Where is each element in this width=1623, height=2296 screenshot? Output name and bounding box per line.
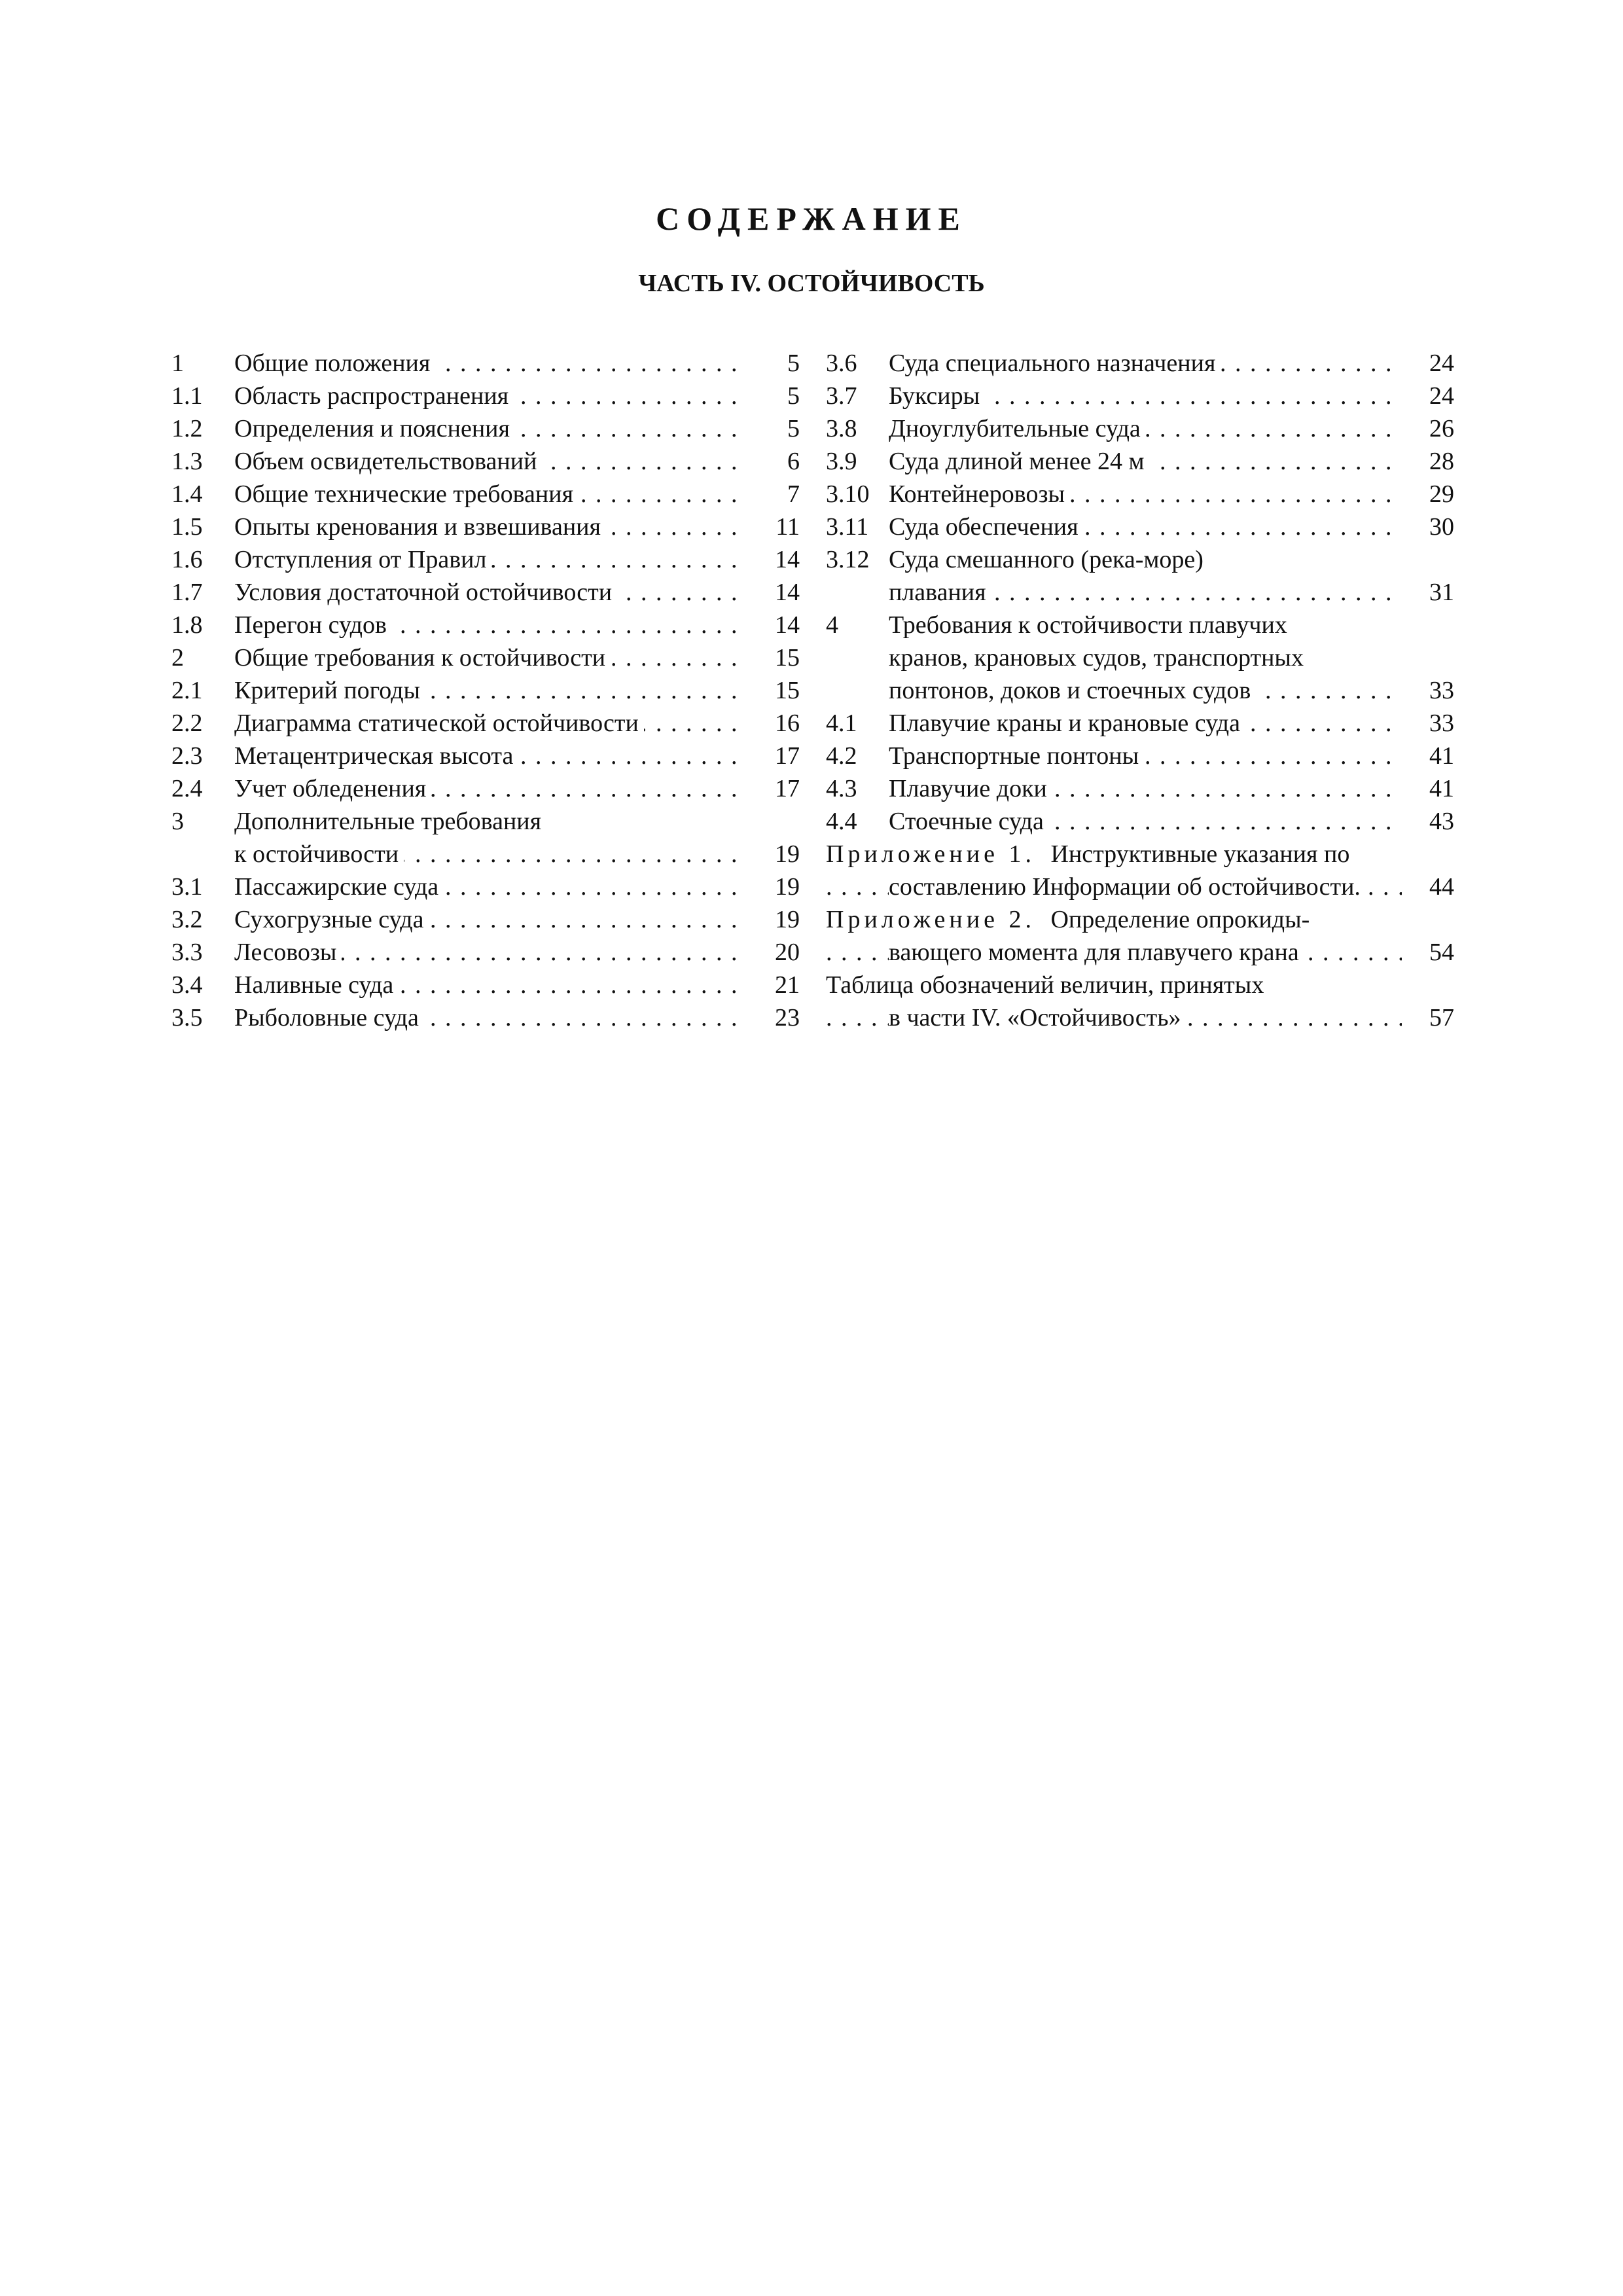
toc-entry-line [234,674,800,707]
toc-entry-line [234,870,800,903]
toc-entry[interactable] [171,870,800,903]
toc-entry-line [234,511,800,543]
toc-entry-number: 3.7 [826,382,857,410]
toc-entry-title: Дополнительные требования [234,808,546,835]
toc-page-number: 6 [747,445,800,478]
toc-entry-title: Пассажирские суда [234,873,444,901]
toc-entry-line [889,478,1454,511]
toc-entry-line [234,740,800,772]
toc-entry[interactable] [826,347,1454,380]
toc-entry[interactable] [826,543,1454,609]
toc-entry-number: 3.5 [171,1004,203,1031]
toc-page-number: 11 [747,511,800,543]
toc-entry-number: 3.3 [171,939,203,966]
toc-page-number: 43 [1402,805,1454,838]
toc-entry[interactable] [171,674,800,707]
toc-entry-number: 3.1 [171,873,203,901]
toc-entry-line [889,380,1454,412]
toc-entry-number: 1.5 [171,513,203,541]
toc-entry-body [889,380,1454,412]
toc-entry[interactable] [171,543,800,576]
toc-entry-line [889,576,1454,609]
toc-entry-line [234,903,800,936]
toc-entry-title: Суда смешанного (река-море) [889,546,1209,573]
toc-page-number: 41 [1402,772,1454,805]
toc-entry-title: Инструктивные указания по [1050,840,1355,868]
toc-entry-body [234,772,800,805]
toc-entry-title: Общие технические требования [234,480,579,508]
toc-entry-body [234,969,800,1001]
toc-entry-title: Область распространения [234,382,514,410]
toc-entry-title: Рыболовные суда [234,1004,424,1031]
toc-entry-number: 2.1 [171,677,203,704]
toc-page-number: 29 [1402,478,1454,511]
toc-entry[interactable] [171,740,800,772]
toc-entry[interactable] [171,936,800,969]
toc-entry-number: 1.6 [171,546,203,573]
toc-entry-body [889,347,1454,380]
toc-entry[interactable] [171,707,800,740]
toc-entry-title: Учет обледенения [234,775,431,802]
toc-entry-body [234,576,800,609]
toc-entry-title: составлению Информации об остойчивости. [889,873,1366,901]
toc-entry-number: 1.2 [171,415,203,442]
toc-entry-body [234,609,800,641]
toc-entry-line [826,903,1454,936]
toc-entry-title: Отступления от Правил [234,546,491,573]
toc-entry[interactable] [171,445,800,478]
toc-page-number: 28 [1402,445,1454,478]
toc-page-number: 16 [747,707,800,740]
toc-entry-title: Диаграмма статической остойчивости [234,709,644,737]
toc-entry-line [889,543,1454,576]
toc-entry[interactable] [826,838,1454,903]
toc-entry-line [889,347,1454,380]
toc-entry-number: 3.2 [171,906,203,933]
toc-entry-body [234,674,800,707]
toc-entry-line [234,412,800,445]
toc-entry-title: Метацентрическая высота [234,742,518,770]
toc-entry-line [234,969,800,1001]
toc-entry[interactable] [826,969,1454,1034]
toc-entry[interactable] [171,478,800,511]
toc-entry-body [889,772,1454,805]
toc-entry-title: Транспортные понтоны [889,742,1144,770]
toc-entry-title: Суда специального назначения [889,350,1221,377]
toc-page-number: 33 [1402,674,1454,707]
toc-entry[interactable] [171,576,800,609]
toc-page-number: 17 [747,740,800,772]
toc-entry-body [234,740,800,772]
toc-page-number: 44 [1402,870,1454,903]
toc-entry-number: 3.4 [171,971,203,999]
toc-entry-body [889,740,1454,772]
toc-entry-number: 1.3 [171,448,203,475]
toc-entry-title: Опыты кренования и взвешивания [234,513,606,541]
toc-entry-line [826,969,1454,1001]
toc-page-number: 26 [1402,412,1454,445]
toc-page-number: 33 [1402,707,1454,740]
toc-entry-body [234,543,800,576]
toc-entry-title: Лесовозы [234,939,342,966]
toc-entry-title: Требования к остойчивости плавучих [889,611,1293,639]
toc-page-number: 21 [747,969,800,1001]
toc-entry-line [889,772,1454,805]
toc-entry[interactable] [171,772,800,805]
toc-entry[interactable] [171,969,800,1001]
toc-entry[interactable] [826,380,1454,412]
toc-entry[interactable] [826,740,1454,772]
toc-page-number: 24 [1402,347,1454,380]
toc-entry-number: 3.8 [826,415,857,442]
toc-entry-line [826,936,1454,969]
toc-entry-line [234,609,800,641]
part-title: ЧАСТЬ IV. ОСТОЙЧИВОСТЬ [638,270,985,297]
toc-page-number: 57 [1402,1001,1454,1034]
toc-entry-body [234,805,800,870]
toc-entry-title: плавания [889,579,991,606]
toc-entry-line [234,445,800,478]
toc-entry-title: Критерий погоды [234,677,425,704]
toc-entry-body [826,903,1454,969]
page-title: СОДЕРЖАНИЕ [656,200,967,237]
toc-entry-body [234,347,800,380]
toc-entry-line [889,412,1454,445]
toc-entry-body [826,969,1454,1034]
toc-entry-body [234,380,800,412]
toc-entry-title: вающего момента для плавучего крана [889,939,1304,966]
toc-entry-body [234,1001,800,1034]
toc-entry-number: 3.12 [826,546,870,573]
toc-entry-line [234,936,800,969]
toc-page-number: 23 [747,1001,800,1034]
toc-entry[interactable] [826,511,1454,543]
toc-entry-title: Стоечные суда [889,808,1049,835]
toc-entry-body [889,412,1454,445]
toc-entry-body [234,445,800,478]
toc-page-number: 14 [747,576,800,609]
toc-entry-number: 4.2 [826,742,857,770]
toc-entry-title: Плавучие краны и крановые суда [889,709,1245,737]
toc-entry-body [234,511,800,543]
toc-entry-number: 2 [171,644,184,672]
toc-entry-line [889,707,1454,740]
toc-entry-line [889,511,1454,543]
toc-entry-line [826,1001,1454,1034]
toc-entry-line [234,707,800,740]
toc-entry-title: Общие положения [234,350,435,377]
toc-entry-body [889,445,1454,478]
toc-entry[interactable] [171,609,800,641]
toc-entry-title: Наливные суда [234,971,399,999]
toc-entry-line [234,838,800,870]
toc-entry-number: 4.4 [826,808,857,835]
toc-entry-line [889,740,1454,772]
toc-entry[interactable] [826,903,1454,969]
toc-page-number: 20 [747,936,800,969]
toc-entry-line [889,641,1454,674]
toc-page-number: 24 [1402,380,1454,412]
toc-entry-number: 2.3 [171,742,203,770]
toc-entry-number: 3.10 [826,480,870,508]
toc-page-number: 31 [1402,576,1454,609]
toc-entry-title: Буксиры [889,382,985,410]
toc-page-number: 19 [747,838,800,870]
toc-entry-title: Объем освидетельствований [234,448,542,475]
toc-entry-number: 3 [171,808,184,835]
toc-entry-line [889,445,1454,478]
toc-entry-body [889,609,1454,707]
toc-entry-number: 4 [826,611,838,639]
toc-entry-title: Перегон судов [234,611,392,639]
toc-entry-title: Сухогрузные суда [234,906,429,933]
toc-entry[interactable] [826,707,1454,740]
toc-page-number: 54 [1402,936,1454,969]
toc-entry-line [826,838,1454,870]
toc-entry-line [234,641,800,674]
toc-entry-title: понтонов, доков и стоечных судов [889,677,1256,704]
toc-entry[interactable] [826,478,1454,511]
toc-entry-number: 4.3 [826,775,857,802]
toc-entry[interactable] [826,805,1454,838]
toc-entry-body [234,707,800,740]
toc-entry-line [234,576,800,609]
toc-entry-line [234,380,800,412]
toc-entry-line [234,805,800,838]
toc-entry-title: Суда обеспечения [889,513,1084,541]
toc-entry[interactable] [826,609,1454,707]
toc-entry-body [234,412,800,445]
toc-page-number: 41 [1402,740,1454,772]
toc-entry-line [234,1001,800,1034]
toc-page-number: 17 [747,772,800,805]
toc-page-number: 15 [747,674,800,707]
toc-page-number: 19 [747,870,800,903]
toc-entry-line [889,805,1454,838]
toc-entry-number: 3.11 [826,513,869,541]
toc-entry-line [889,674,1454,707]
toc-entry[interactable] [171,511,800,543]
toc-entry-body [889,805,1454,838]
toc-entry-body [234,870,800,903]
toc-entry-body [889,543,1454,609]
toc-entry-title: кранов, крановых судов, транспортных [889,644,1309,672]
toc-entry[interactable] [171,1001,800,1034]
toc-entry[interactable] [826,772,1454,805]
toc-entry-number: 1 [171,350,184,377]
toc-entry-number: 4.1 [826,709,857,737]
toc-page-number: 5 [747,412,800,445]
toc-entry[interactable] [171,641,800,674]
toc-entry-line [826,870,1454,903]
toc-entry-body [889,511,1454,543]
toc-entry-body [889,478,1454,511]
toc-entry[interactable] [826,445,1454,478]
toc-page-number: 14 [747,609,800,641]
toc-entry[interactable] [826,412,1454,445]
toc-right-column [826,347,1454,1034]
toc-page-number: 15 [747,641,800,674]
toc-entry[interactable] [171,412,800,445]
toc-entry-number: 1.8 [171,611,203,639]
toc-left-column [171,347,800,1034]
toc-entry-number: 2.4 [171,775,203,802]
toc-page-number: 30 [1402,511,1454,543]
toc-entry-line [234,772,800,805]
toc-entry-body [234,936,800,969]
toc-entry-number: 1.7 [171,579,203,606]
toc-entry-body [234,641,800,674]
toc-entry-title: Определение опрокиды- [1050,906,1315,933]
toc-entry[interactable] [171,347,800,380]
appendix-label: Приложение 1. [826,840,1050,868]
toc-entry-body [826,838,1454,903]
toc-entry-number: 3.6 [826,350,857,377]
toc-entry-line [889,609,1454,641]
toc-entry-title: Дноуглубительные суда [889,415,1146,442]
toc-entry-line [234,478,800,511]
toc-entry-number: 1.4 [171,480,203,508]
toc-entry-title: Суда длиной менее 24 м [889,448,1150,475]
toc-page-number: 14 [747,543,800,576]
toc-entry-title: Контейнеровозы [889,480,1070,508]
toc-entry[interactable] [171,903,800,936]
toc-entry-line [234,543,800,576]
toc-entry-number: 2.2 [171,709,203,737]
toc-page-number: 19 [747,903,800,936]
toc-entry-title: Таблица обозначений величин, принятых [826,971,1269,999]
toc-entry[interactable] [171,380,800,412]
toc-entry-title: к остойчивости [234,840,404,868]
toc-entry-number: 3.9 [826,448,857,475]
toc-entry-body [889,707,1454,740]
toc-entry-title: Условия достаточной остойчивости [234,579,617,606]
toc-entry-body [234,478,800,511]
toc-page-number: 5 [747,380,800,412]
toc-entry[interactable] [171,805,800,870]
appendix-label: Приложение 2. [826,906,1050,933]
toc-page-number: 5 [747,347,800,380]
toc-entry-title: Общие требования к остойчивости [234,644,611,672]
toc-entry-number: 1.1 [171,382,203,410]
toc-page-number: 7 [747,478,800,511]
toc-entry-title: Плавучие доки [889,775,1052,802]
toc-entry-title: в части IV. «Остойчивость» [889,1004,1186,1031]
toc-entry-line [234,347,800,380]
toc-entry-body [234,903,800,936]
toc-entry-title: Определения и пояснения [234,415,515,442]
